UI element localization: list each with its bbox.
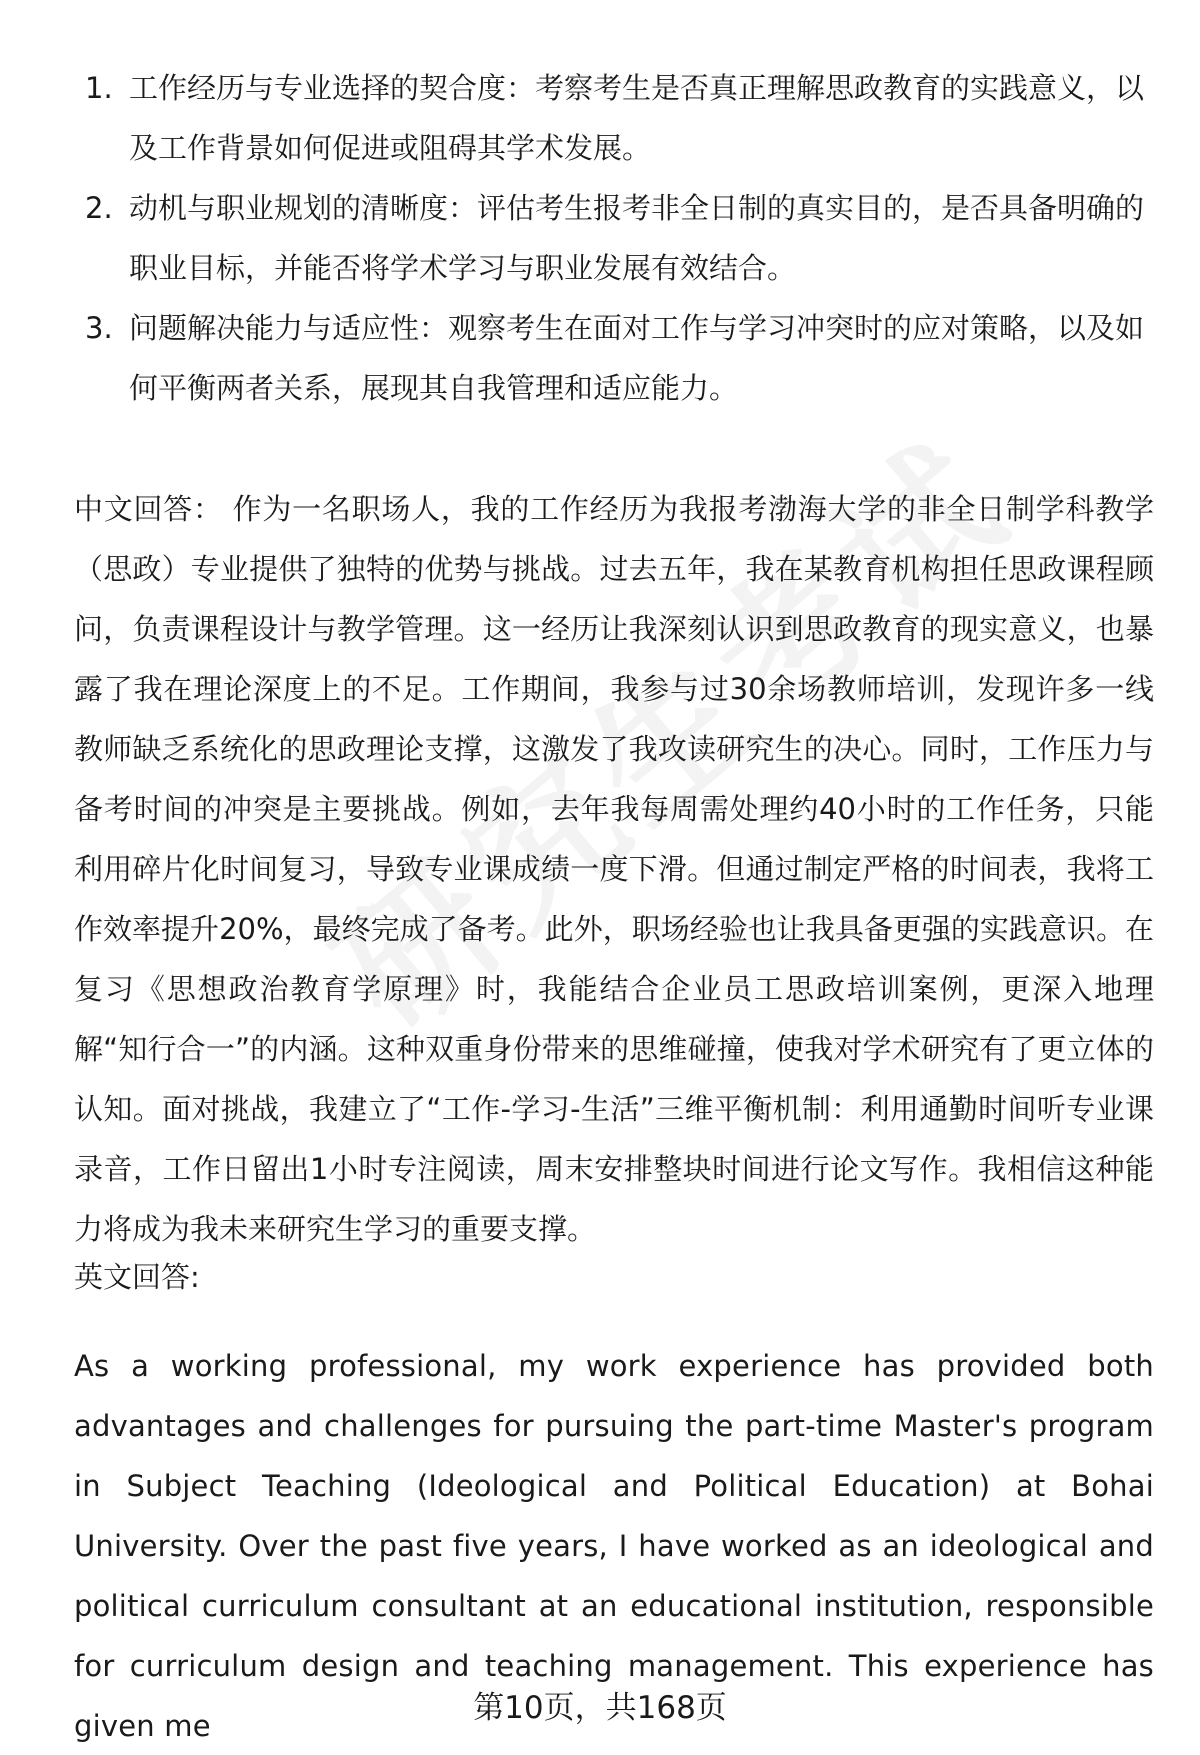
english-answer-paragraph: As a working professional, my work experience has provided both advantages and challenges for pursuing the part-time Master's program in Subject Teaching (Ideological and Political Education) at Bohai University. Over the past five years, I have worked as an ideological and political curriculum consultant at an educational institution, responsible for curriculum design and teaching management. This experience has given me	[74, 1349, 1154, 1743]
list-item	[85, 298, 1145, 418]
list-item	[85, 178, 1145, 298]
list-item-number: 2.	[85, 191, 113, 225]
page-number-footer: 第10页，共168页	[473, 1690, 727, 1726]
criteria-list	[85, 58, 1145, 418]
list-item-text: 工作经历与专业选择的契合度：考察考生是否真正理解思政教育的实践意义，以及工作背景如何促进或阻碍其学术发展。	[129, 71, 1145, 165]
list-item-number: 1.	[85, 71, 113, 105]
chinese-answer-paragraph: 中文回答： 作为一名职场人，我的工作经历为我报考渤海大学的非全日制学科教学（思政）专业提供了独特的优势与挑战。过去五年，我在某教育机构担任思政课程顾问，负责课程设计与教学管理。这一经历让我深刻认识到思政教育的现实意义，也暴露了我在理论深度上的不足。工作期间，我参与过30余场教师培训，发现许多一线教师缺乏系统化的思政理论支撑，这激发了我攻读研究生的决心。同时，工作压力与备考时间的冲突是主要挑战。例如，去年我每周需处理约40小时的工作任务，只能利用碎片化时间复习，导致专业课成绩一度下滑。但通过制定严格的时间表，我将工作效率提升20%，最终完成了备考。此外，职场经验也让我具备更强的实践意识。在复习《思想政治教育学原理》时，我能结合企业员工思政培训案例，更深入地理解“知行合一”的内涵。这种双重身份带来的思维碰撞，使我对学术研究有了更立体的认知。面对挑战，我建立了“工作-学习-生活”三维平衡机制：利用通勤时间听专业课录音，工作日留出1小时专注阅读，周末安排整块时间进行论文写作。我相信这种能力将成为我未来研究生学习的重要支撑。	[74, 492, 1154, 1246]
list-item	[85, 58, 1145, 178]
list-item-text: 动机与职业规划的清晰度：评估考生报考非全日制的真实目的，是否具备明确的职业目标，并能否将学术学习与职业发展有效结合。	[129, 191, 1145, 285]
english-answer-heading: 英文回答:	[74, 1260, 200, 1294]
list-item-text: 问题解决能力与适应性：观察考生在面对工作与学习冲突时的应对策略，以及如何平衡两者关系，展现其自我管理和适应能力。	[129, 311, 1145, 405]
list-item-number: 3.	[85, 311, 113, 345]
